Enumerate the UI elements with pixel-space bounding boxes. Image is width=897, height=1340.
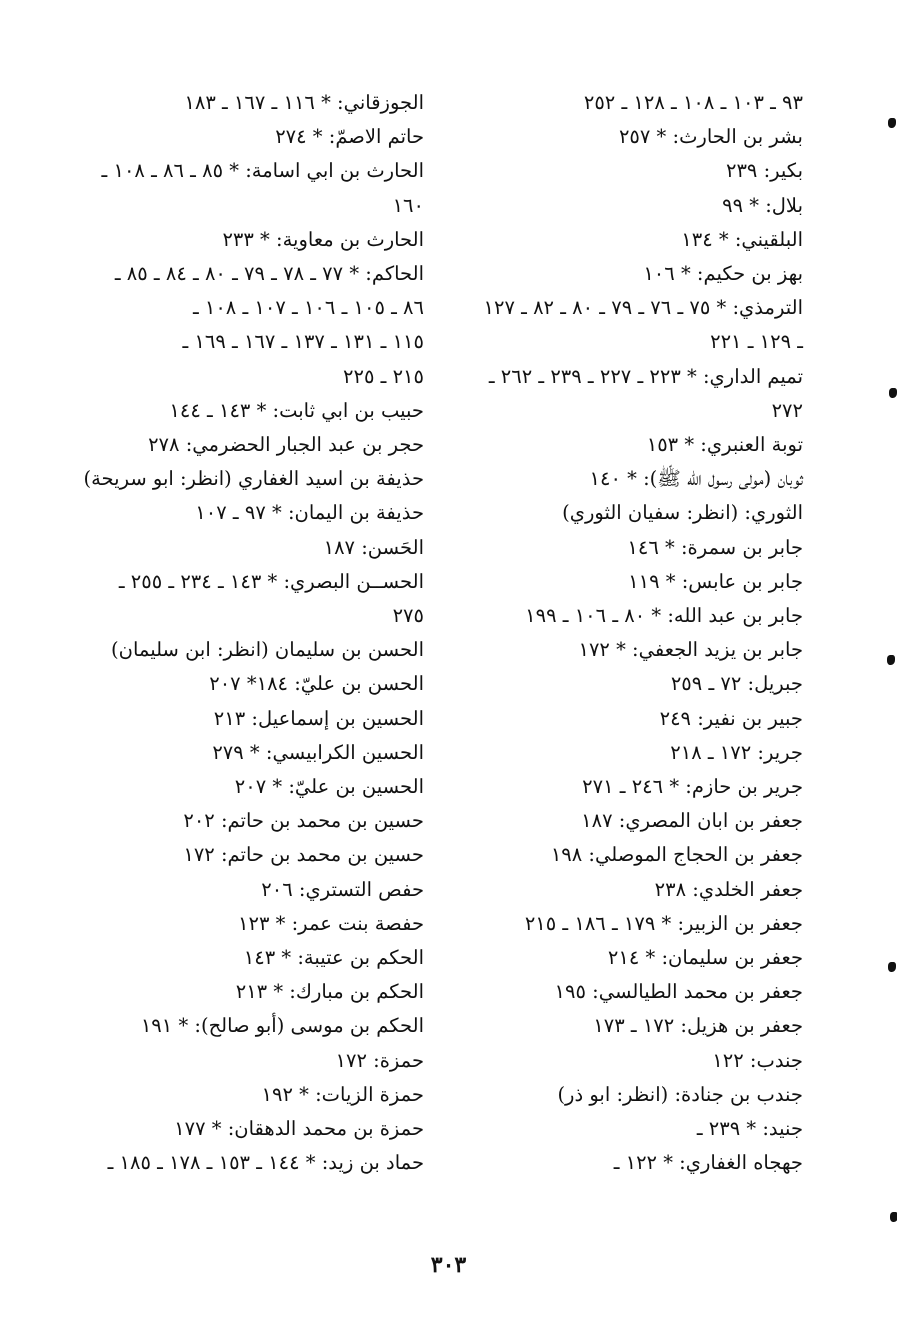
index-entry: الجوزقاني: * ١١٦ ـ ١٦٧ ـ ١٨٣	[184, 91, 424, 114]
page-number: ٣٠٣	[430, 1252, 467, 1278]
index-entry: الحســن البصري: * ١٤٣ ـ ٢٣٤ ـ ٢٥٥ ـ	[118, 569, 424, 593]
index-entry: جعفر بن ابان المصري: ١٨٧	[581, 809, 803, 833]
margin-mark	[889, 388, 897, 398]
index-entry: جابر بن عابس: * ١١٩	[628, 569, 803, 593]
index-entry: جنيد: * ٢٣٩ ـ	[696, 1117, 803, 1141]
index-entry: جابر بن يزيد الجعفي: * ١٧٢	[578, 638, 803, 662]
index-entry: الحكم بن موسى (أبو صالح): * ١٩١	[140, 1014, 424, 1038]
index-entry: بلال: * ٩٩	[722, 193, 803, 217]
index-entry: جرير بن حازم: * ٢٤٦ ـ ٢٧١	[582, 775, 803, 799]
index-entry: جعفر بن محمد الطيالسي: ١٩٥	[554, 980, 803, 1004]
index-entry: حماد بن زيد: * ١٤٤ ـ ١٥٣ ـ ١٧٨ ـ ١٨٥ ـ	[107, 1151, 424, 1175]
index-entry: ٩٣ ـ ١٠٣ ـ ١٠٨ ـ ١٢٨ ـ ٢٥٢	[583, 91, 803, 114]
index-entry: الحارث بن ابي اسامة: * ٨٥ ـ ٨٦ ـ ١٠٨ ـ	[101, 159, 424, 183]
index-entry: بكير: ٢٣٩	[725, 159, 803, 183]
index-entry: بشر بن الحارث: * ٢٥٧	[618, 125, 803, 149]
index-entry: جرير: ١٧٢ ـ ٢١٨	[670, 740, 803, 764]
index-entry: الحارث بن معاوية: * ٢٣٣	[222, 227, 424, 251]
index-entry: حبيب بن ابي ثابت: * ١٤٣ ـ ١٤٤	[169, 398, 424, 422]
index-entry: جعفر بن الحجاج الموصلي: ١٩٨	[550, 843, 803, 867]
index-entry: ٢١٥ ـ ٢٢٥	[343, 364, 424, 388]
margin-mark	[888, 118, 896, 128]
margin-mark	[890, 1212, 897, 1222]
margin-mark	[888, 962, 896, 972]
index-entry: حمزة: ١٧٢	[335, 1048, 424, 1072]
index-entry: جبريل: ٧٢ ـ ٢٥٩	[670, 672, 803, 696]
index-entry: البلقيني: * ١٣٤	[681, 227, 803, 251]
index-entry: حذيفة بن اسيد الغفاري (انظر: ابو سريحة)	[83, 467, 424, 491]
index-entry: حمزة الزيات: * ١٩٢	[261, 1082, 424, 1106]
index-column-left	[83, 86, 424, 1181]
index-entry: ١٦٠	[392, 193, 424, 217]
index-entry: ١١٥ ـ ١٣١ ـ ١٣٧ ـ ١٦٧ ـ ١٦٩ ـ	[182, 330, 424, 354]
index-entry: الحسين الكرابيسي: * ٢٧٩	[212, 740, 424, 764]
index-entry: الحسن بن عليّ: ١٨٤* ٢٠٧	[209, 672, 424, 696]
index-entry: جندب: ١٢٢	[712, 1048, 803, 1072]
index-entry: الحسن بن سليمان (انظر: ابن سليمان)	[111, 638, 424, 662]
index-entry: توبة العنبري: * ١٥٣	[646, 433, 803, 457]
index-entry: الحكم بن عتيبة: * ١٤٣	[243, 946, 424, 970]
index-entry: جعفر بن سليمان: * ٢١٤	[607, 946, 803, 970]
index-entry: ٢٧٢	[771, 398, 803, 422]
index-entry: جبير بن نفير: ٢٤٩	[659, 706, 803, 730]
index-entry: حفص التستري: ٢٠٦	[261, 877, 424, 901]
index-entry: الترمذي: * ٧٥ ـ ٧٦ ـ ٧٩ ـ ٨٠ ـ ٨٢ ـ ١٢٧	[483, 296, 803, 320]
index-entry: بهز بن حكيم: * ١٠٦	[643, 262, 803, 286]
index-entry: حاتم الاصمّ: * ٢٧٤	[275, 125, 424, 149]
index-entry: حذيفة بن اليمان: * ٩٧ ـ ١٠٧	[195, 501, 424, 525]
margin-mark	[887, 655, 895, 665]
index-entry: حجر بن عبد الجبار الحضرمي: ٢٧٨	[148, 433, 424, 457]
index-entry: ـ ١٢٩ ـ ٢٢١	[710, 330, 803, 354]
index-entry: ثوبان (مولى رسول الله ﷺ): * ١٤٠	[589, 467, 803, 491]
index-entry: تميم الداري: * ٢٢٣ ـ ٢٢٧ ـ ٢٣٩ ـ ٢٦٢ ـ	[488, 364, 803, 388]
index-entry: الحاكم: * ٧٧ ـ ٧٨ ـ ٧٩ ـ ٨٠ ـ ٨٤ ـ ٨٥ ـ	[114, 262, 424, 286]
index-entry: الحكم بن مبارك: * ٢١٣	[235, 980, 424, 1004]
index-entry: جهجاه الغفاري: * ١٢٢ ـ	[613, 1151, 803, 1175]
index-entry: جعفر بن الزبير: * ١٧٩ ـ ١٨٦ ـ ٢١٥	[524, 911, 803, 935]
index-entry: جندب بن جنادة: (انظر: ابو ذر)	[557, 1082, 803, 1106]
index-entry: ٨٦ ـ ١٠٥ ـ ١٠٦ ـ ١٠٧ ـ ١٠٨ ـ	[192, 296, 424, 320]
index-entry: الحسين بن إسماعيل: ٢١٣	[213, 706, 424, 730]
index-entry: حسين بن محمد بن حاتم: ١٧٢	[183, 843, 424, 867]
index-entry: ٢٧٥	[392, 604, 424, 628]
index-entry: جابر بن سمرة: * ١٤٦	[627, 535, 803, 559]
index-entry: حفصة بنت عمر: * ١٢٣	[238, 911, 424, 935]
index-entry: حسين بن محمد بن حاتم: ٢٠٢	[183, 809, 424, 833]
index-entry: الحَسن: ١٨٧	[323, 535, 424, 559]
index-entry: جعفر بن هزيل: ١٧٢ ـ ١٧٣	[593, 1014, 803, 1038]
index-entry: جابر بن عبد الله: * ٨٠ ـ ١٠٦ ـ ١٩٩	[525, 604, 803, 628]
index-entry: الحسين بن عليّ: * ٢٠٧	[234, 775, 424, 799]
index-entry: الثوري: (انظر: سفيان الثوري)	[562, 501, 803, 525]
index-column-right	[473, 86, 803, 1181]
index-entry: حمزة بن محمد الدهقان: * ١٧٧	[174, 1117, 424, 1141]
index-entry: جعفر الخلدي: ٢٣٨	[654, 877, 803, 901]
